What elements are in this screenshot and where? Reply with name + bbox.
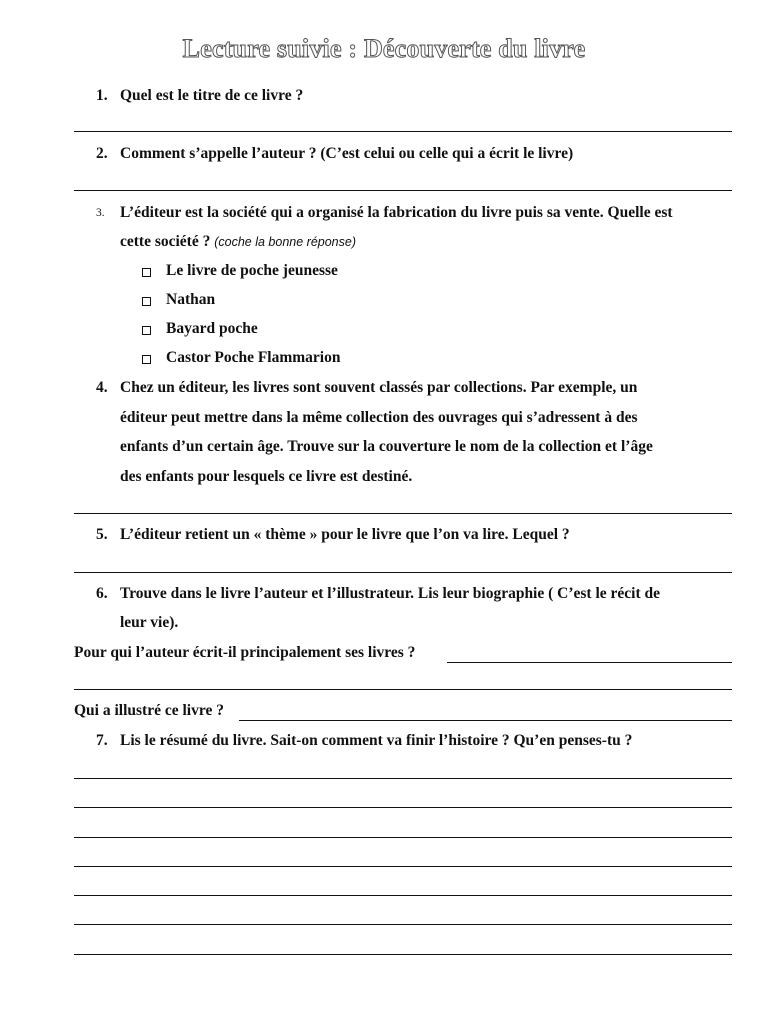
q4-line: Chez un éditeur, les livres sont souvent classés par collections. Par exemple, un bbox=[120, 379, 638, 396]
option-label: Castor Poche Flammarion bbox=[166, 349, 341, 366]
q6-sub2: Qui a illustré ce livre ? bbox=[74, 702, 224, 719]
q5-text: L’éditeur retient un « thème » pour le livre que l’on va lire. Lequel ? bbox=[120, 526, 570, 543]
option-label: Bayard poche bbox=[166, 320, 258, 337]
q7-answer-line[interactable] bbox=[74, 866, 732, 867]
option-checkbox[interactable] bbox=[142, 355, 151, 364]
q3-line2-text: cette société ? bbox=[120, 233, 211, 250]
q6-answer-line[interactable] bbox=[74, 689, 732, 690]
q3-hint: (coche la bonne réponse) bbox=[214, 235, 356, 249]
q5-answer-line[interactable] bbox=[74, 572, 732, 573]
q3-line1: L’éditeur est la société qui a organisé la fabrication du livre puis sa vente. Quelle est bbox=[120, 204, 673, 221]
q4-number: 4. bbox=[96, 379, 108, 396]
q5-number: 5. bbox=[96, 526, 108, 543]
q6-sub1: Pour qui l’auteur écrit-il principalement ses livres ? bbox=[74, 644, 416, 661]
q7-answer-line[interactable] bbox=[74, 895, 732, 896]
q7-number: 7. bbox=[96, 732, 108, 749]
q4-line: des enfants pour lesquels ce livre est destiné. bbox=[120, 468, 413, 485]
option-checkbox[interactable] bbox=[142, 268, 151, 277]
q6-line2: leur vie). bbox=[120, 614, 179, 631]
q4-answer-line[interactable] bbox=[74, 513, 732, 514]
q7-answer-line[interactable] bbox=[74, 837, 732, 838]
q2-number: 2. bbox=[96, 145, 108, 162]
q4-line: éditeur peut mettre dans la même collection des ouvrages qui s’adressent à des bbox=[120, 409, 638, 426]
q6-sub1-answer-line[interactable] bbox=[447, 662, 732, 663]
option-label: Nathan bbox=[166, 291, 216, 308]
page-title: Lecture suivie : Découverte du livre bbox=[182, 34, 586, 63]
q6-number: 6. bbox=[96, 585, 108, 602]
q1-answer-line[interactable] bbox=[74, 131, 732, 132]
q3-line2 bbox=[120, 233, 356, 251]
option-checkbox[interactable] bbox=[142, 297, 151, 306]
q7-answer-line[interactable] bbox=[74, 954, 732, 955]
option-checkbox[interactable] bbox=[142, 326, 151, 335]
q2-text: Comment s’appelle l’auteur ? (C’est celui ou celle qui a écrit le livre) bbox=[120, 145, 574, 162]
q2-answer-line[interactable] bbox=[74, 190, 732, 191]
q7-answer-line[interactable] bbox=[74, 778, 732, 779]
q3-number: 3. bbox=[96, 207, 105, 219]
q6-line1: Trouve dans le livre l’auteur et l’illustrateur. Lis leur biographie ( C’est le récit de bbox=[120, 585, 661, 602]
q1-number: 1. bbox=[96, 87, 108, 104]
option-label: Le livre de poche jeunesse bbox=[166, 262, 338, 279]
q7-text: Lis le résumé du livre. Sait-on comment va finir l’histoire ? Qu’en penses-tu ? bbox=[120, 732, 633, 749]
q6-sub2-answer-line[interactable] bbox=[239, 720, 732, 721]
q7-answer-line[interactable] bbox=[74, 924, 732, 925]
q7-answer-line[interactable] bbox=[74, 807, 732, 808]
q1-text: Quel est le titre de ce livre ? bbox=[120, 87, 304, 104]
q4-line: enfants d’un certain âge. Trouve sur la couverture le nom de la collection et l’âge bbox=[120, 438, 653, 455]
